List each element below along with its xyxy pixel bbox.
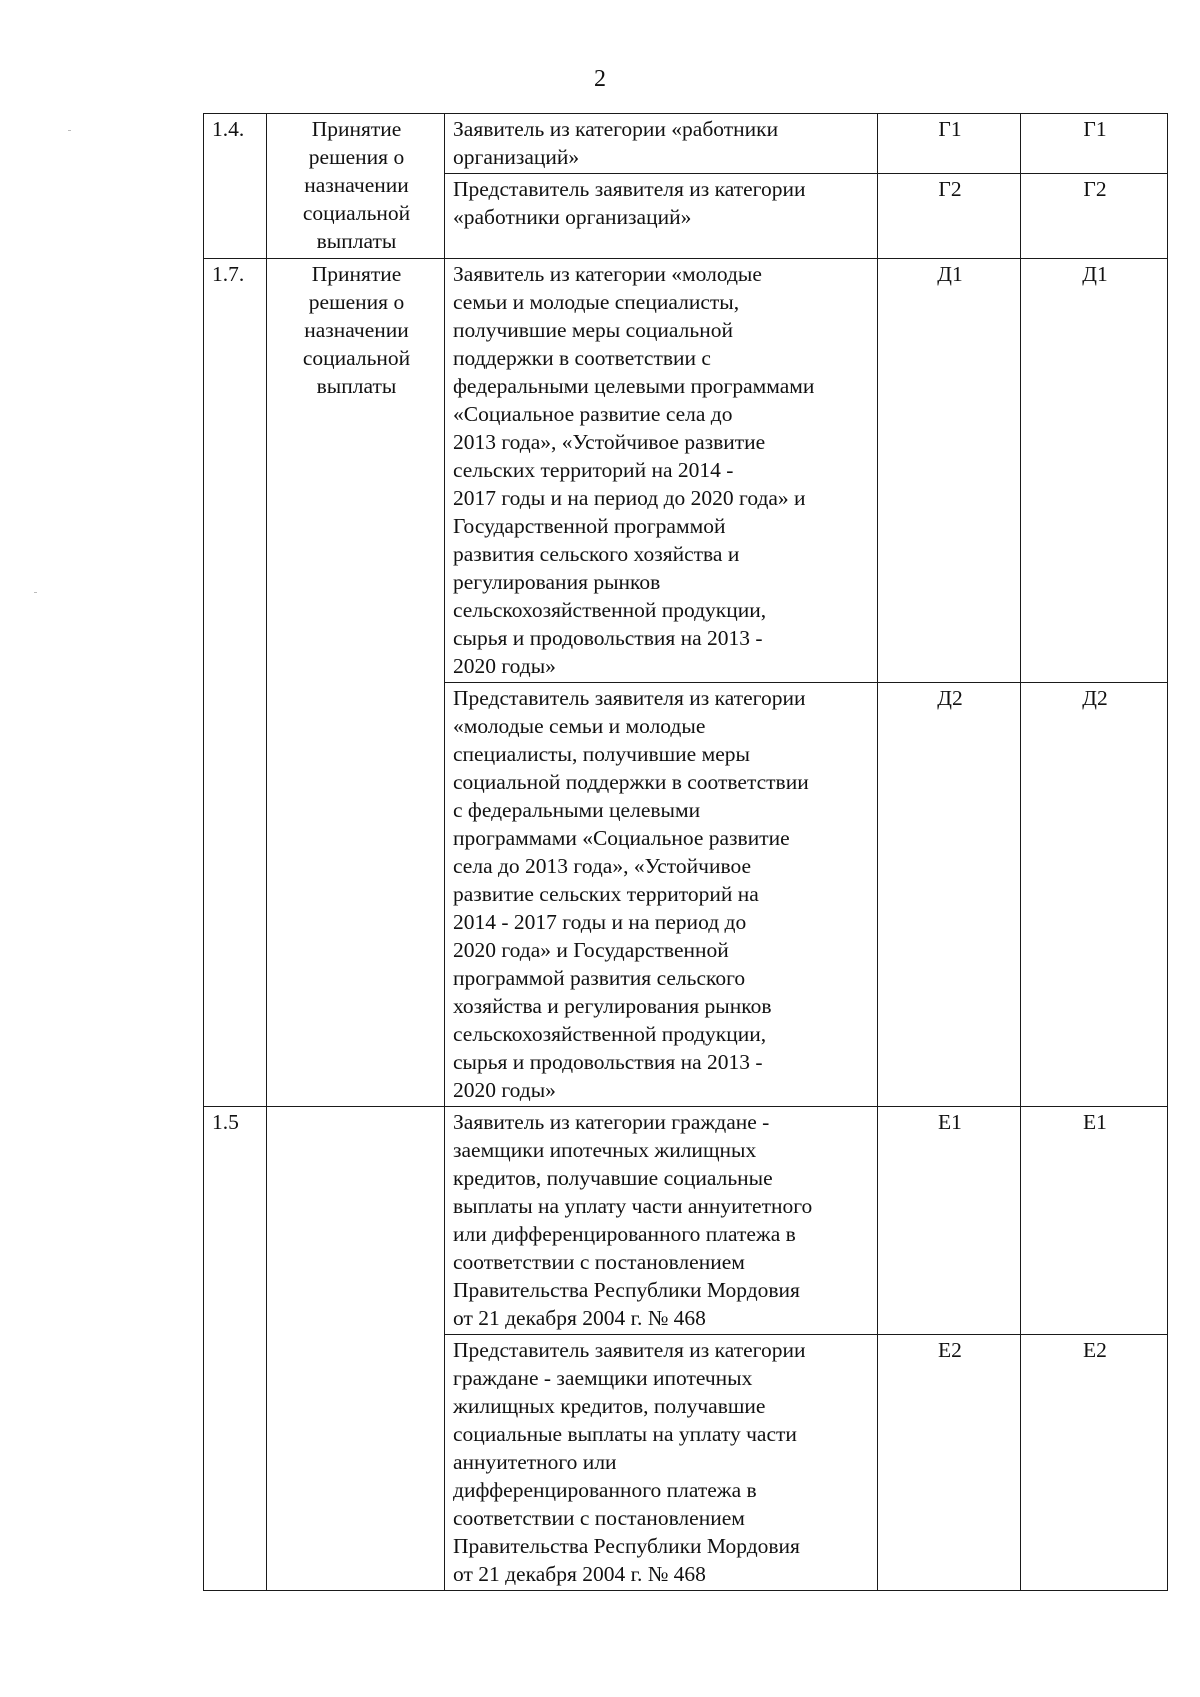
code-cell: Е1 bbox=[1021, 1107, 1168, 1335]
code-cell: Е2 bbox=[878, 1335, 1021, 1591]
code-cell: Г2 bbox=[878, 174, 1021, 259]
action-cell bbox=[267, 1107, 445, 1591]
row-number: 1.7. bbox=[204, 259, 267, 1107]
services-table bbox=[203, 113, 1168, 1591]
applicant-description: Заявитель из категории «работники организаций» bbox=[445, 114, 878, 174]
applicant-description: Представитель заявителя из категории граждане - заемщики ипотечных жилищных кредитов, получавшие социальные выплаты на уплату части аннуитетного или дифференцированного платежа в соответствии с постановлением Правительства Республики Мордовия от 21 декабря 2004 г. № 468 bbox=[445, 1335, 878, 1591]
page-number: 2 bbox=[594, 66, 606, 92]
code-cell: Д2 bbox=[878, 683, 1021, 1107]
applicant-description: Представитель заявителя из категории «работники организаций» bbox=[445, 174, 878, 259]
action-cell: Принятие решения о назначении социальной выплаты bbox=[267, 259, 445, 1107]
code-cell: Г1 bbox=[878, 114, 1021, 174]
row-number: 1.5 bbox=[204, 1107, 267, 1591]
code-cell: Е1 bbox=[878, 1107, 1021, 1335]
applicant-description: Заявитель из категории «молодые семьи и молодые специалисты, получившие меры социальной поддержки в соответствии с федеральными целевыми программами «Социальное развитие села до 2013 года», «Устойчивое развитие сельских территорий на 2014 - 2017 годы и на период до 2020 года» и Государственной программой развития сельского хозяйства и регулирования рынков сельскохозяйственной продукции, сырья и продовольствия на 2013 - 2020 годы» bbox=[445, 259, 878, 683]
scan-mark bbox=[34, 592, 37, 593]
code-cell: Д2 bbox=[1021, 683, 1168, 1107]
code-cell: Е2 bbox=[1021, 1335, 1168, 1591]
code-cell: Г2 bbox=[1021, 174, 1168, 259]
applicant-description: Заявитель из категории граждане - заемщики ипотечных жилищных кредитов, получавшие социальные выплаты на уплату части аннуитетного или дифференцированного платежа в соответствии с постановлением Правительства Республики Мордовия от 21 декабря 2004 г. № 468 bbox=[445, 1107, 878, 1335]
code-cell: Д1 bbox=[1021, 259, 1168, 683]
row-number: 1.4. bbox=[204, 114, 267, 259]
applicant-description: Представитель заявителя из категории «молодые семьи и молодые специалисты, получившие меры социальной поддержки в соответствии с федеральными целевыми программами «Социальное развитие села до 2013 года», «Устойчивое развитие сельских территорий на 2014 - 2017 годы и на период до 2020 года» и Государственной программой развития сельского хозяйства и регулирования рынков сельскохозяйственной продукции, сырья и продовольствия на 2013 - 2020 годы» bbox=[445, 683, 878, 1107]
table-row bbox=[204, 1107, 1168, 1335]
scan-mark bbox=[68, 130, 71, 131]
table-row bbox=[204, 259, 1168, 683]
code-cell: Д1 bbox=[878, 259, 1021, 683]
code-cell: Г1 bbox=[1021, 114, 1168, 174]
table-row bbox=[204, 114, 1168, 174]
action-cell: Принятие решения о назначении социальной выплаты bbox=[267, 114, 445, 259]
